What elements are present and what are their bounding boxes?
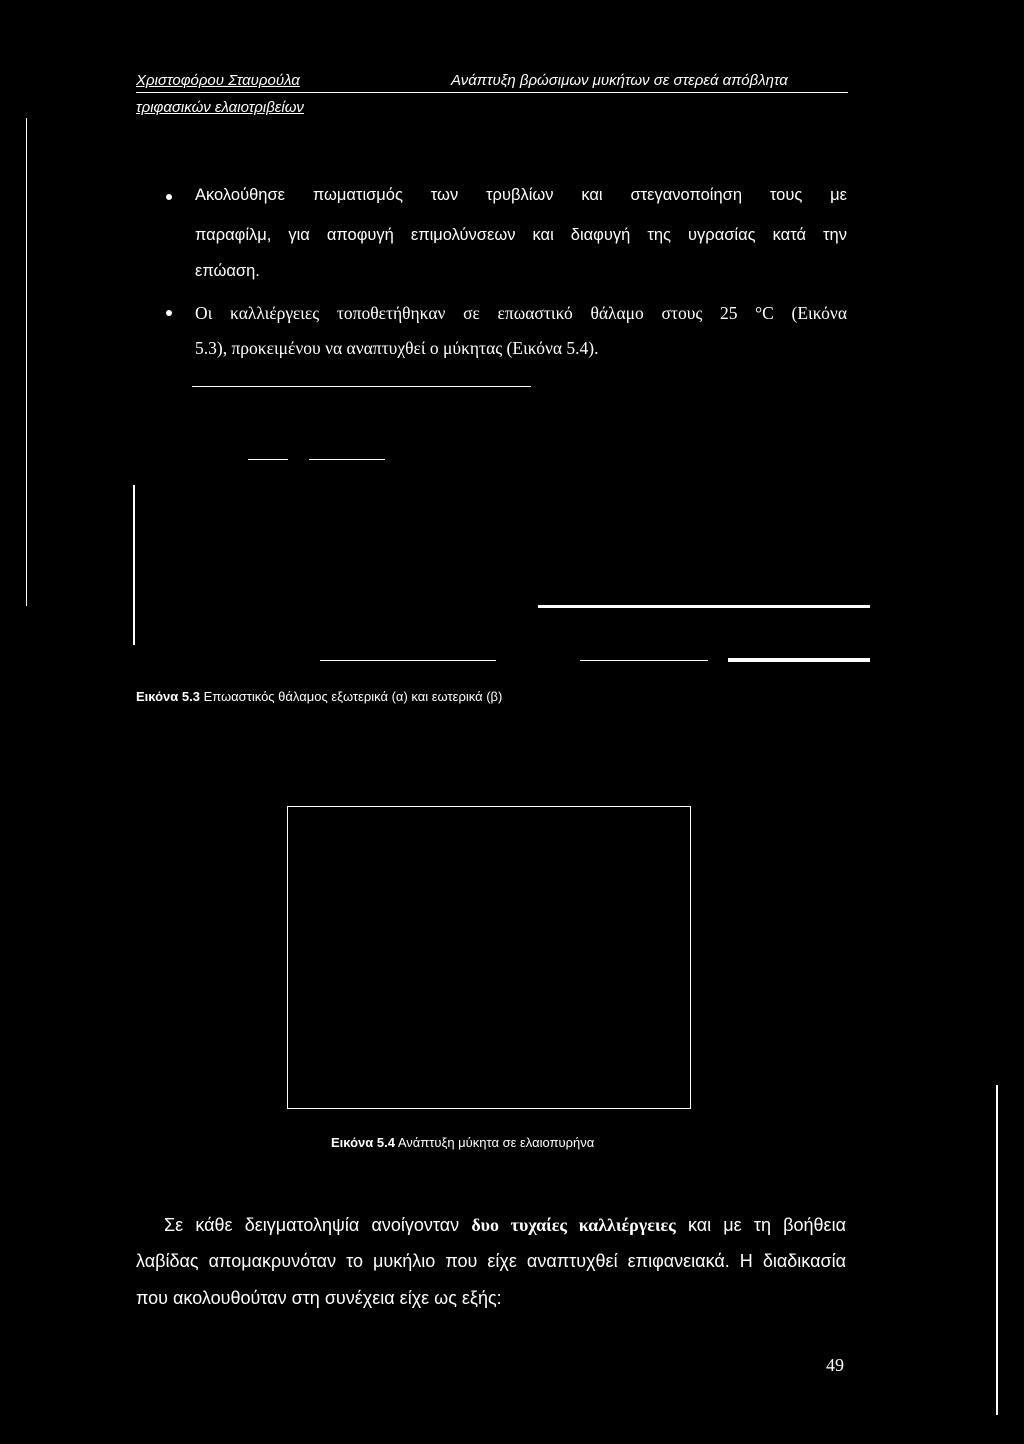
header-author: Χριστοφόρου Σταυρούλα [136, 72, 300, 89]
figure-frame-line [192, 386, 531, 387]
figure-5-4-caption [331, 1135, 594, 1150]
figure-frame-line [133, 485, 135, 645]
paragraph-line-1-end: και με τη βοήθεια [687, 1215, 846, 1235]
figure-5-4-caption-text: Ανάπτυξη μύκητα σε ελαιοπυρήνα [394, 1135, 595, 1150]
paragraph-line-3: που ακολουθούταν στη συνέχεια είχε ως εξής: [136, 1288, 502, 1308]
bullet-1-line-3: επώαση. [195, 262, 260, 280]
figure-frame-line [580, 660, 708, 661]
figure-frame-line [320, 660, 496, 661]
margin-line-left [26, 118, 27, 606]
figure-5-3-caption [136, 689, 502, 704]
figure-5-4-photo [287, 806, 691, 1109]
bullet-marker [166, 310, 172, 316]
bullet-2-line-1: Οι καλλιέργειες τοποθετήθηκαν σε επωαστικό θάλαμο στους 25 °C (Εικόνα [195, 303, 847, 323]
figure-frame-line [309, 459, 385, 460]
header-author-continued: τριφασικών ελαιοτριβείων [136, 99, 304, 116]
figure-frame-line [728, 658, 870, 662]
paragraph-line-1-start: Σε κάθε δειγματοληψία ανοίγονταν [164, 1215, 460, 1235]
margin-line-right [996, 1085, 998, 1415]
page-number: 49 [826, 1355, 844, 1375]
paragraph-bold-phrase: δυο τυχαίες καλλιέργειες [471, 1215, 676, 1235]
paragraph-line-1 [164, 1215, 846, 1236]
bullet-1-line-2: παραφίλμ, για αποφυγή επιμολύνσεων και διαφυγή της υγρασίας κατά την [195, 226, 847, 244]
bullet-marker [166, 194, 172, 200]
figure-frame-line [248, 459, 288, 460]
figure-5-3-caption-text: Επωαστικός θάλαμος εξωτερικά (α) και εωτερικά (β) [199, 689, 503, 704]
bullet-2-line-2: 5.3), προκειμένου να αναπτυχθεί ο μύκητας (Εικόνα 5.4). [195, 338, 599, 358]
header-title: Ανάπτυξη βρώσιμων μυκήτων σε στερεά απόβλητα [451, 72, 788, 89]
figure-5-4-label: Εικόνα 5.4 [331, 1135, 395, 1150]
figure-5-3-label: Εικόνα 5.3 [136, 689, 200, 704]
bullet-1-line-1: Ακολούθησε πωματισμός των τρυβλίων και στεγανοποίηση τους με [195, 186, 847, 204]
header-rule [136, 92, 848, 93]
figure-frame-line [538, 605, 870, 608]
paragraph-line-2: λαβίδας απομακρυνόταν το μυκήλιο που είχε αναπτυχθεί επιφανειακά. Η διαδικασία [136, 1251, 846, 1271]
